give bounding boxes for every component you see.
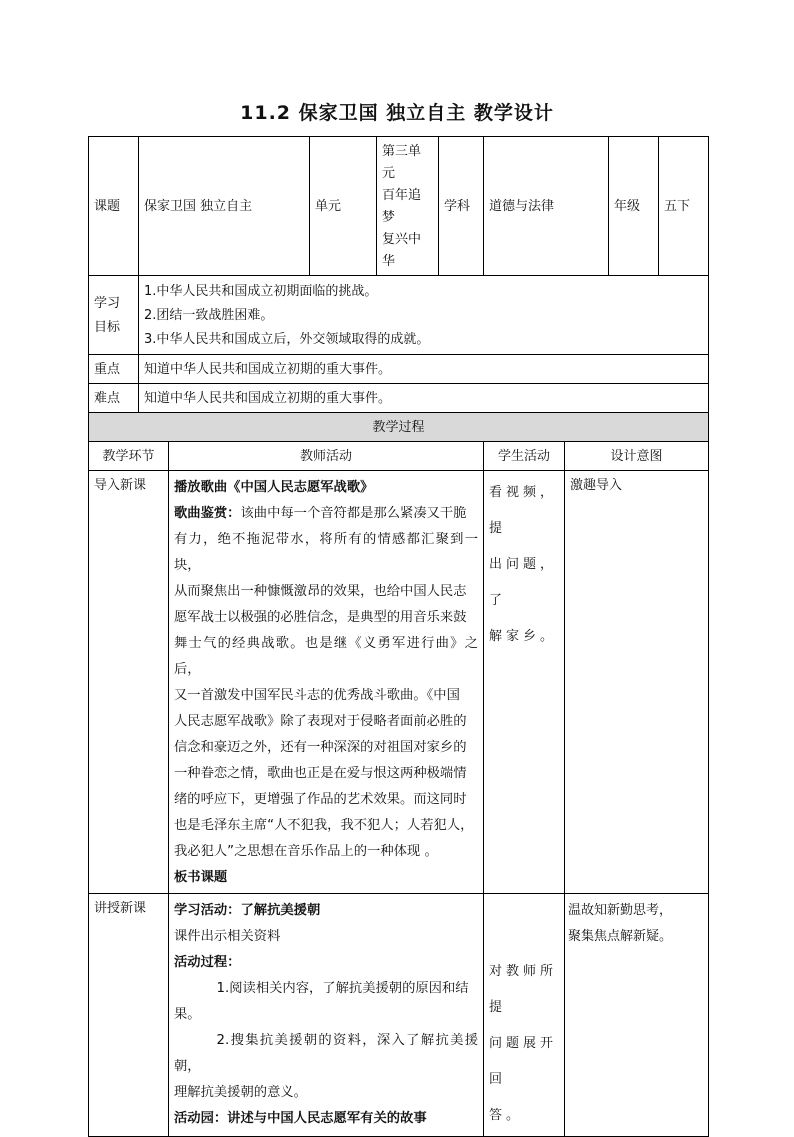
teaching-step: 果。 bbox=[174, 1007, 201, 1022]
teaching-step: 2.搜集抗美援朝的资料，深入了解抗美援朝， bbox=[174, 1033, 479, 1074]
process-header: 教学过程 bbox=[372, 420, 425, 435]
lesson-plan-table bbox=[88, 136, 709, 1137]
intro-line: 也是毛泽东主席“人不犯我，我不犯人；人若犯人， bbox=[174, 818, 474, 833]
objective-item: 1.中华人民共和国成立初期面临的挑战。 bbox=[144, 284, 378, 299]
intro-line: 愿军战士以极强的必胜信念，是典型的用音乐来鼓 bbox=[174, 610, 467, 625]
column-intent: 设计意图 bbox=[610, 449, 663, 464]
process-header-row bbox=[89, 413, 709, 442]
unit-label: 单元 bbox=[315, 199, 342, 214]
objectives-list bbox=[139, 276, 708, 354]
intro-line: 我必犯人”之思想在音乐作品上的一种体现 。 bbox=[174, 844, 438, 859]
column-student: 学生活动 bbox=[498, 449, 551, 464]
intro-appreciation-line: 歌曲鉴赏：该曲中每一个音符都是那么紧凑又干脆 bbox=[174, 506, 467, 521]
teaching-process-label: 活动过程： bbox=[174, 955, 241, 970]
intro-line: 一种眷恋之情，歌曲也正是在爱与恨这两种极端情 bbox=[174, 766, 467, 781]
teaching-step: 理解抗美援朝的意义。 bbox=[174, 1085, 307, 1100]
intro-teacher-activity bbox=[169, 471, 483, 893]
objective-item: 2.团结一致战胜困难。 bbox=[144, 308, 274, 323]
key-point-text: 知道中华人民共和国成立初期的重大事件。 bbox=[144, 362, 392, 377]
intro-intent: 激趣导入 bbox=[570, 478, 623, 493]
intro-student-activity: 看视频，提 出问题，了 解家乡。 bbox=[489, 485, 558, 644]
intro-line: 绪的呼应下，更增强了作品的艺术效果。而这同时 bbox=[174, 792, 467, 807]
topic-label: 课题 bbox=[94, 199, 121, 214]
difficulty-row bbox=[89, 384, 709, 413]
intro-board: 板书课题 bbox=[174, 870, 228, 885]
intro-line: 有力，绝不拖泥带水，将所有的情感都汇聚到一块， bbox=[174, 532, 479, 573]
intro-heading: 播放歌曲《中国人民志愿军战歌》 bbox=[174, 480, 374, 495]
teaching-garden: 活动园：讲述与中国人民志愿军有关的故事 bbox=[174, 1111, 427, 1126]
objectives-row bbox=[89, 276, 709, 355]
teaching-stage: 讲授新课 bbox=[94, 901, 147, 916]
intro-row bbox=[89, 471, 709, 894]
teaching-teacher-activity bbox=[169, 894, 483, 1134]
teaching-step: 1.阅读相关内容，了解抗美援朝的原因和结 bbox=[216, 981, 469, 996]
teaching-activity-heading: 学习活动：了解抗美援朝 bbox=[174, 903, 321, 918]
teaching-intent: 温故知新勤思考， 聚集焦点解新疑。 bbox=[568, 903, 673, 944]
teaching-courseware: 课件出示相关资料 bbox=[174, 929, 281, 944]
intro-line: 从而聚焦出一种慷慨激昂的效果，也给中国人民志 bbox=[174, 584, 467, 599]
key-point-row bbox=[89, 355, 709, 384]
process-columns-row bbox=[89, 442, 709, 471]
teaching-row bbox=[89, 894, 709, 1137]
objectives-label: 学习 目标 bbox=[94, 296, 121, 335]
intro-line: 舞士气的经典战歌。也是继《义勇军进行曲》之后， bbox=[174, 636, 479, 677]
grade-value: 五下 bbox=[664, 199, 691, 214]
objective-item: 3.中华人民共和国成立后，外交领域取得的成就。 bbox=[144, 332, 430, 347]
difficulty-label: 难点 bbox=[94, 391, 121, 406]
intro-stage: 导入新课 bbox=[94, 478, 147, 493]
column-teacher: 教师活动 bbox=[300, 449, 353, 464]
topic-value: 保家卫国 独立自主 bbox=[144, 199, 253, 214]
column-stage: 教学环节 bbox=[102, 449, 155, 464]
key-point-label: 重点 bbox=[94, 362, 121, 377]
subject-label: 学科 bbox=[444, 199, 471, 214]
subject-value: 道德与法律 bbox=[489, 199, 555, 214]
info-row bbox=[89, 137, 709, 276]
page-title: 11.2 保家卫国 独立自主 教学设计 bbox=[240, 102, 554, 124]
unit-value: 第三单元 百年追梦 复兴中华 bbox=[382, 144, 422, 269]
intro-line: 人民志愿军战歌》除了表现对于侵略者面前必胜的 bbox=[174, 714, 467, 729]
intro-line: 信念和豪迈之外，还有一种深深的对祖国对家乡的 bbox=[174, 740, 467, 755]
difficulty-text: 知道中华人民共和国成立初期的重大事件。 bbox=[144, 391, 392, 406]
grade-label: 年级 bbox=[614, 199, 641, 214]
intro-line: 又一首激发中国军民斗志的优秀战斗歌曲。《中国 bbox=[174, 688, 460, 703]
teaching-student-activity: 对教师所提 问题展开回 答。 bbox=[489, 964, 558, 1123]
